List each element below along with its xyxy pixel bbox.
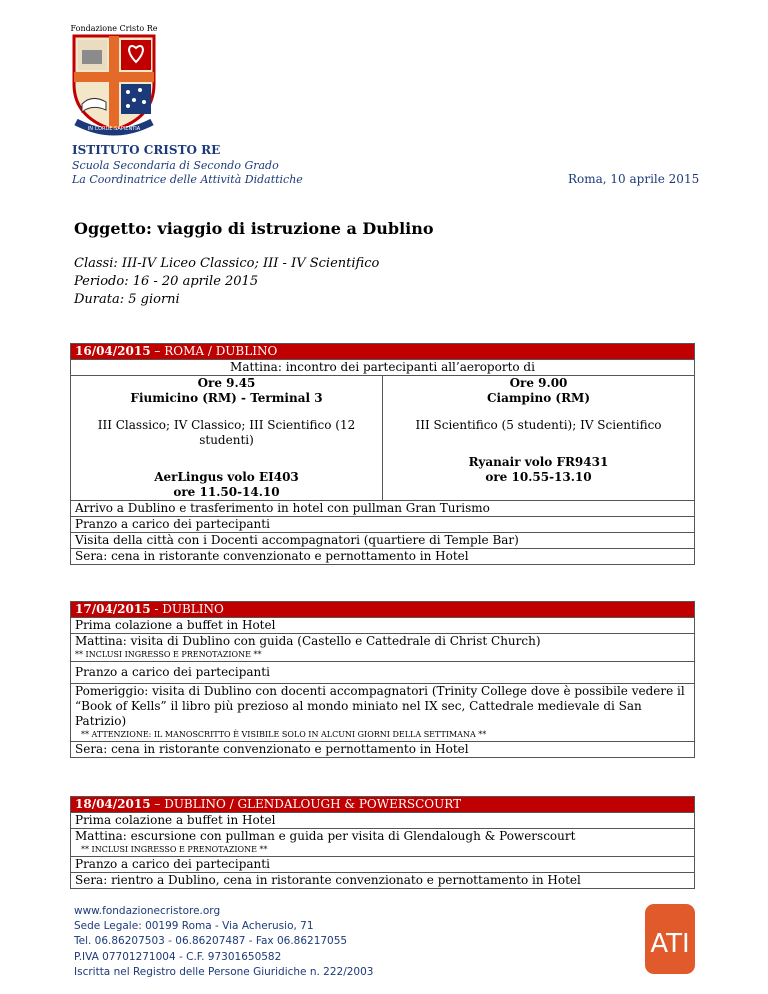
footer — [74, 904, 373, 980]
duration-line: Durata: 5 giorni — [74, 292, 180, 307]
day3-table — [70, 796, 695, 889]
day2-morning-note: ** INCLUSI INGRESSO E PRENOTAZIONE ** — [75, 650, 262, 659]
footer-phone: Tel. 06.86207503 - 06.86207487 - Fax 06.86217055 — [74, 935, 348, 948]
day1-meeting: Mattina: incontro dei partecipanti all’aeroporto di — [71, 360, 695, 376]
day3-morning: Mattina: escursione con pullman e guida per visita di Glendalough & Powerscourt ** INCLUSI INGRESSO E PRENOTAZIONE ** — [71, 829, 695, 857]
day1-left-cell: Ore 9.45 Fiumicino (RM) - Terminal 3 III Classico; IV Classico; III Scientifico (12 studenti) AerLingus volo EI403 ore 11.50-14.10 — [71, 376, 383, 501]
day3-lunch: Pranzo a carico dei partecipanti — [71, 857, 695, 873]
day1-table — [70, 343, 695, 565]
footer-website[interactable]: www.fondazionecristore.org — [74, 905, 221, 917]
day3-morning-note: ** INCLUSI INGRESSO E PRENOTAZIONE ** — [81, 845, 268, 854]
day3-breakfast: Prima colazione a buffet in Hotel — [71, 813, 695, 829]
day1-row: Pranzo a carico dei partecipanti — [71, 517, 695, 533]
day2-morning: Mattina: visita di Dublino con guida (Castello e Cattedrale di Christ Church) ** INCLUSI INGRESSO E PRENOTAZIONE ** — [71, 634, 695, 662]
footer-vat: P.IVA 07701271004 - C.F. 97301650582 — [74, 950, 282, 963]
period-line: Periodo: 16 - 20 aprile 2015 — [74, 274, 259, 289]
logo-foundation-name: Fondazione Cristo Re — [70, 24, 158, 33]
day2-breakfast: Prima colazione a buffet in Hotel — [71, 618, 695, 634]
institute-name: ISTITUTO CRISTO RE — [72, 143, 221, 157]
coordinator-title: La Coordinatrice delle Attività Didattiche — [72, 173, 303, 186]
ati-logo-text: ATI — [650, 929, 690, 959]
footer-registry: Iscritta nel Registro delle Persone Giuridiche n. 222/2003 — [74, 965, 374, 978]
day1-row: Visita della città con i Docenti accompagnatori (quartiere di Temple Bar) — [71, 533, 695, 549]
day2-evening: Sera: cena in ristorante convenzionato e pernottamento in Hotel — [71, 742, 695, 758]
letter-date: Roma, 10 aprile 2015 — [568, 172, 700, 186]
ati-logo-icon — [645, 904, 695, 974]
day3-evening: Sera: rientro a Dublino, cena in ristorante convenzionato e pernottamento in Hotel — [71, 873, 695, 889]
day1-right-cell: Ore 9.00 Ciampino (RM) III Scientifico (5 studenti); IV Scientifico Ryanair volo FR9431 ore 10.55-13.10 — [383, 376, 695, 501]
day2-table — [70, 601, 695, 758]
logo-motto: IN CORDE SAPIENTIA — [87, 126, 141, 132]
subject-line: Oggetto: viaggio di istruzione a Dublino — [74, 219, 434, 238]
day2-lunch: Pranzo a carico dei partecipanti — [71, 662, 695, 684]
day1-row: Sera: cena in ristorante convenzionato e pernottamento in Hotel — [71, 549, 695, 565]
day2-afternoon-note: ** ATTENZIONE: IL MANOSCRITTO È VISIBILE SOLO IN ALCUNI GIORNI DELLA SETTIMANA ** — [81, 730, 487, 739]
day1-header: 16/04/2015 – ROMA / DUBLINO — [71, 344, 695, 360]
foundation-logo — [68, 22, 160, 140]
day3-header: 18/04/2015 – DUBLINO / GLENDALOUGH & POWERSCOURT — [71, 797, 695, 813]
footer-address: Sede Legale: 00199 Roma - Via Acherusio, 71 — [74, 920, 314, 933]
school-type: Scuola Secondaria di Secondo Grado — [72, 159, 279, 172]
day2-header: 17/04/2015 - DUBLINO — [71, 602, 695, 618]
day2-afternoon: Pomeriggio: visita di Dublino con docenti accompagnatori (Trinity College dove è possibile vedere il “Book of Kells” il libro più prezioso al mondo miniato nel IX sec, Cattedrale medievale di San Patrizio) ** ATTENZIONE: IL MANOSCRITTO È VISIBILE SOLO IN ALCUNI GIORNI DELLA SETTIMANA ** — [71, 684, 695, 742]
classes-line: Classi: III-IV Liceo Classico; III - IV Scientifico — [74, 256, 380, 271]
day1-row: Arrivo a Dublino e trasferimento in hotel con pullman Gran Turismo — [71, 501, 695, 517]
